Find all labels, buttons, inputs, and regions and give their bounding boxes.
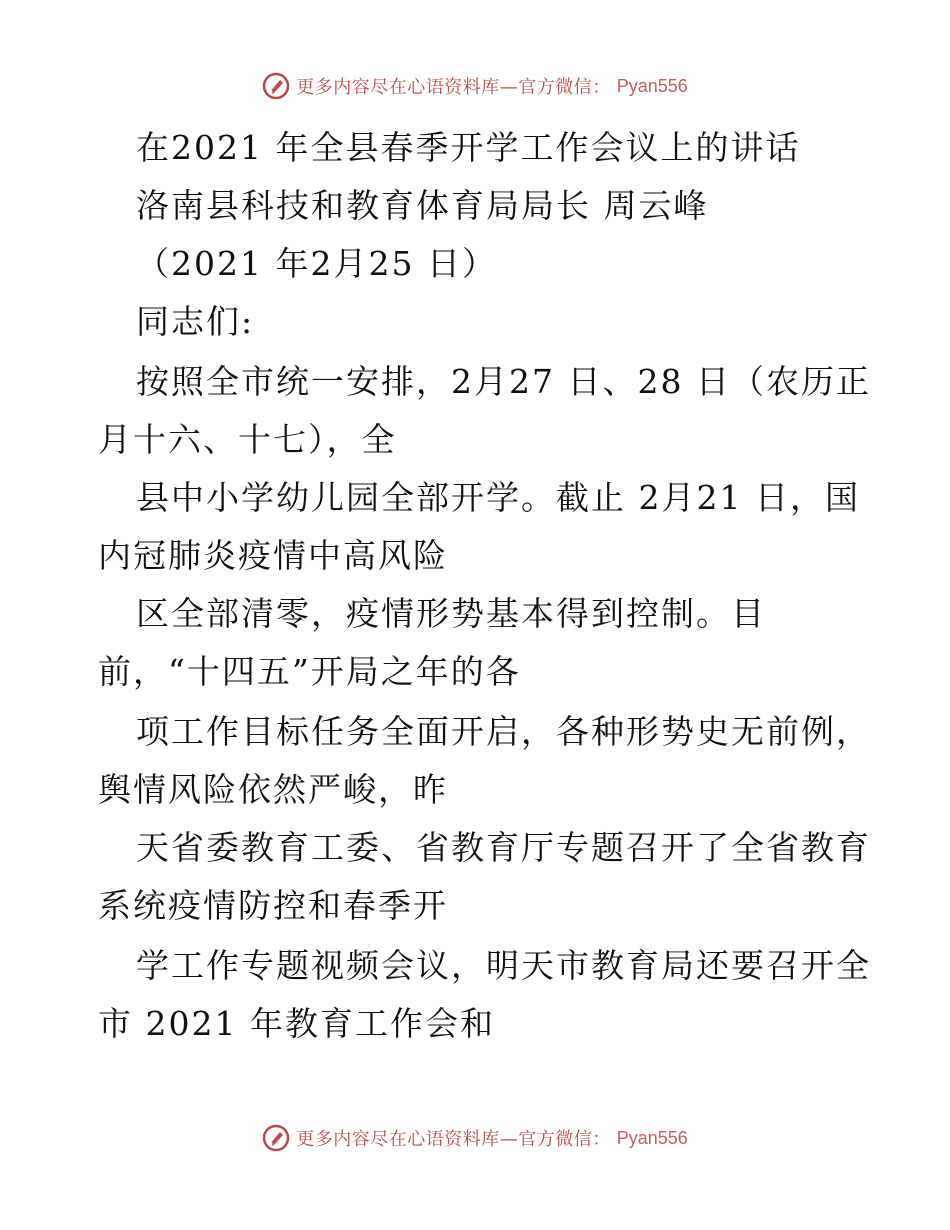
date-line: （2021 年2月25 日） [136, 244, 497, 283]
watermark-footer-id: Pyan556 [616, 1127, 688, 1148]
pen-logo-icon [262, 72, 290, 100]
pen-logo-icon [262, 1124, 290, 1152]
paragraph-line: 月十六、十七），全 [98, 420, 397, 459]
paragraph-line: 县中小学幼儿园全部开学。截止 2月21 日，国 [136, 478, 860, 517]
paragraph-line: 区全部清零，疫情形势基本得到控制。目 [136, 594, 766, 633]
paragraph-line: 内冠肺炎疫情中高风险 [98, 536, 448, 575]
paragraph-line: 舆情风险依然严峻，昨 [98, 770, 448, 809]
paragraph-line: 按照全市统一安排，2月27 日、28 日（农历正 [136, 362, 871, 401]
paragraph-line: 前，“十四五”开局之年的各 [98, 652, 521, 691]
paragraph-line: 市 2021 年教育工作会和 [98, 1004, 495, 1043]
paragraph-line: 系统疫情防控和春季开 [98, 886, 448, 925]
salutation-line: 同志们: [136, 302, 255, 341]
watermark-footer [0, 1124, 950, 1152]
author-line: 洛南县科技和教育体育局局长 周云峰 [136, 186, 709, 225]
watermark-footer-text: 更多内容尽在心语资料库—官方微信： [296, 1129, 611, 1150]
watermark-header-id: Pyan556 [616, 75, 688, 96]
paragraph-line: 学工作专题视频会议，明天市教育局还要召开全 [136, 946, 871, 985]
watermark-header-text: 更多内容尽在心语资料库—官方微信： [296, 77, 611, 98]
title-line: 在2021 年全县春季开学工作会议上的讲话 [136, 128, 801, 167]
paragraph-line: 天省委教育工委、省教育厅专题召开了全省教育 [136, 828, 871, 867]
watermark-header [0, 72, 950, 100]
paragraph-line: 项工作目标任务全面开启，各种形势史无前例， [136, 712, 871, 751]
